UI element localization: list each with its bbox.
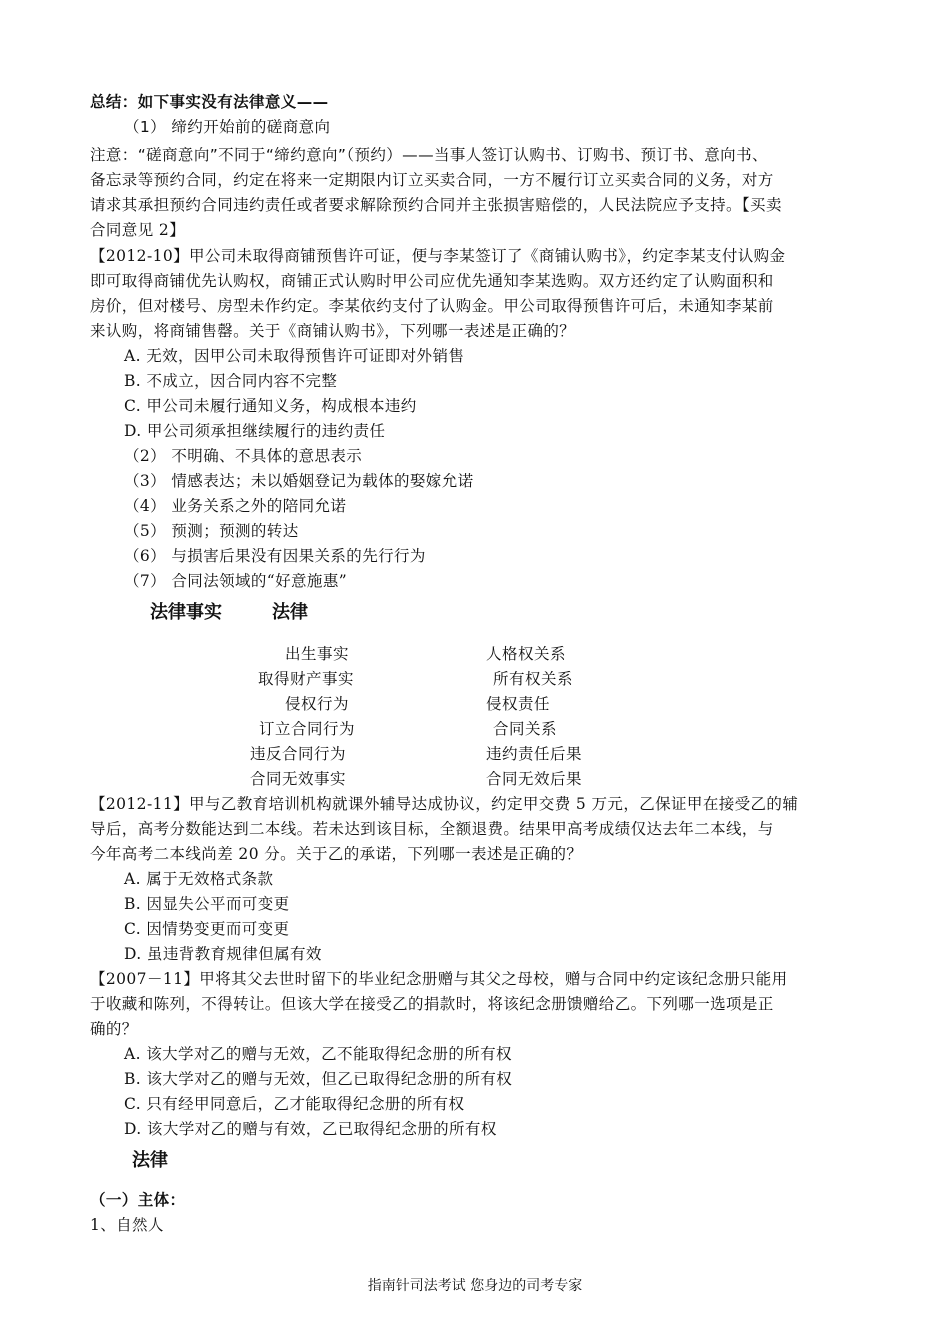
q3-line-1: 【2007－11】甲将其父去世时留下的毕业纪念册赠与其父之母校，赠与合同中约定该纪念册只能用 — [90, 970, 788, 988]
q1-line-3: 房价，但对楼号、房型未作约定。李某依约支付了认购金。甲公司取得预售许可后，未通知李某前 — [90, 297, 774, 315]
note-line-1: 注意：“磋商意向”不同于“缔约意向”（预约）——当事人签订认购书、订购书、预订书、意向书、 — [90, 146, 768, 164]
q1-option-a: A. 无效，因甲公司未取得预售许可证即对外销售 — [124, 347, 465, 365]
subject-item-1: 1、自然人 — [90, 1216, 164, 1234]
q1-option-b: B. 不成立，因合同内容不完整 — [124, 372, 338, 390]
relation-2: 所有权关系 — [493, 670, 574, 688]
fact-4: 订立合同行为 — [259, 720, 356, 738]
q2-option-c: C. 因情势变更而可变更 — [124, 920, 290, 938]
q1-option-c: C. 甲公司未履行通知义务，构成根本违约 — [124, 397, 417, 415]
q1-line-2: 即可取得商铺优先认购权，商铺正式认购时甲公司应优先通知李某选购。双方还约定了认购面积和 — [90, 272, 774, 290]
q1-line-4: 来认购，将商铺售罄。关于《商铺认购书》，下列哪一表述是正确的？ — [90, 322, 576, 340]
relation-5: 违约责任后果 — [486, 745, 583, 763]
note-line-3: 请求其承担预约合同违约责任或者要求解除预约合同并主张损害赔偿的，人民法院应予支持。【买卖 — [90, 196, 782, 214]
note-line-4: 合同意见 2】 — [90, 221, 186, 239]
note-line-2: 备忘录等预约合同，约定在将来一定期限内订立买卖合同，一方不履行订立买卖合同的义务，对方 — [90, 171, 774, 189]
page-footer: 指南针司法考试 您身边的司考专家 — [367, 1278, 583, 1294]
list-item-6: （6） 与损害后果没有因果关系的先行行为 — [124, 547, 426, 565]
q3-option-a: A. 该大学对乙的赠与无效，乙不能取得纪念册的所有权 — [124, 1045, 512, 1063]
q2-option-d: D. 虽违背教育规律但属有效 — [124, 945, 322, 963]
q2-option-b: B. 因显失公平而可变更 — [124, 895, 290, 913]
relation-1: 人格权关系 — [486, 645, 567, 663]
q2-line-3: 今年高考二本线尚差 20 分。关于乙的承诺，下列哪一表述是正确的？ — [90, 845, 583, 863]
q2-option-a: A. 属于无效格式条款 — [124, 870, 274, 888]
list-item-3: （3） 情感表达；未以婚姻登记为载体的娶嫁允诺 — [124, 472, 474, 490]
q1-option-d: D. 甲公司须承担继续履行的违约责任 — [124, 422, 386, 440]
q3-option-c: C. 只有经甲同意后，乙才能取得纪念册的所有权 — [124, 1095, 465, 1113]
list-item-4: （4） 业务关系之外的陪同允诺 — [124, 497, 347, 515]
q3-line-3: 确的？ — [90, 1020, 138, 1038]
relation-3: 侵权责任 — [486, 695, 551, 713]
summary-item-1: （1） 缔约开始前的磋商意向 — [124, 118, 331, 136]
list-item-7: （7） 合同法领域的“好意施惠” — [124, 572, 348, 590]
list-item-2: （2） 不明确、不具体的意思表示 — [124, 447, 363, 465]
relation-4: 合同关系 — [493, 720, 558, 738]
heading-law-section: 法律 — [132, 1150, 168, 1171]
fact-3: 侵权行为 — [285, 695, 350, 713]
heading-legal-fact: 法律事实 — [150, 602, 222, 623]
subject-title: （一）主体： — [90, 1191, 186, 1209]
q2-line-1: 【2012-11】甲与乙教育培训机构就课外辅导达成协议，约定甲交费 5 万元，乙保证甲在接受乙的辅 — [90, 795, 799, 813]
summary-title: 总结：如下事实没有法律意义—— — [90, 93, 329, 111]
list-item-5: （5） 预测；预测的转达 — [124, 522, 299, 540]
q1-line-1: 【2012-10】甲公司未取得商铺预售许可证，便与李某签订了《商铺认购书》，约定李某支付认购金 — [90, 247, 786, 265]
relation-6: 合同无效后果 — [486, 770, 583, 788]
fact-5: 违反合同行为 — [250, 745, 347, 763]
fact-1: 出生事实 — [285, 645, 350, 663]
q3-option-d: D. 该大学对乙的赠与有效，乙已取得纪念册的所有权 — [124, 1120, 497, 1138]
q3-line-2: 于收藏和陈列，不得转让。但该大学在接受乙的捐款时，将该纪念册馈赠给乙。下列哪一选项是正 — [90, 995, 774, 1013]
q3-option-b: B. 该大学对乙的赠与无效，但乙已取得纪念册的所有权 — [124, 1070, 513, 1088]
heading-law: 法律 — [272, 602, 308, 623]
q2-line-2: 导后，高考分数能达到二本线。若未达到该目标，全额退费。结果甲高考成绩仅达去年二本线，与 — [90, 820, 774, 838]
fact-6: 合同无效事实 — [250, 770, 347, 788]
fact-2: 取得财产事实 — [258, 670, 355, 688]
